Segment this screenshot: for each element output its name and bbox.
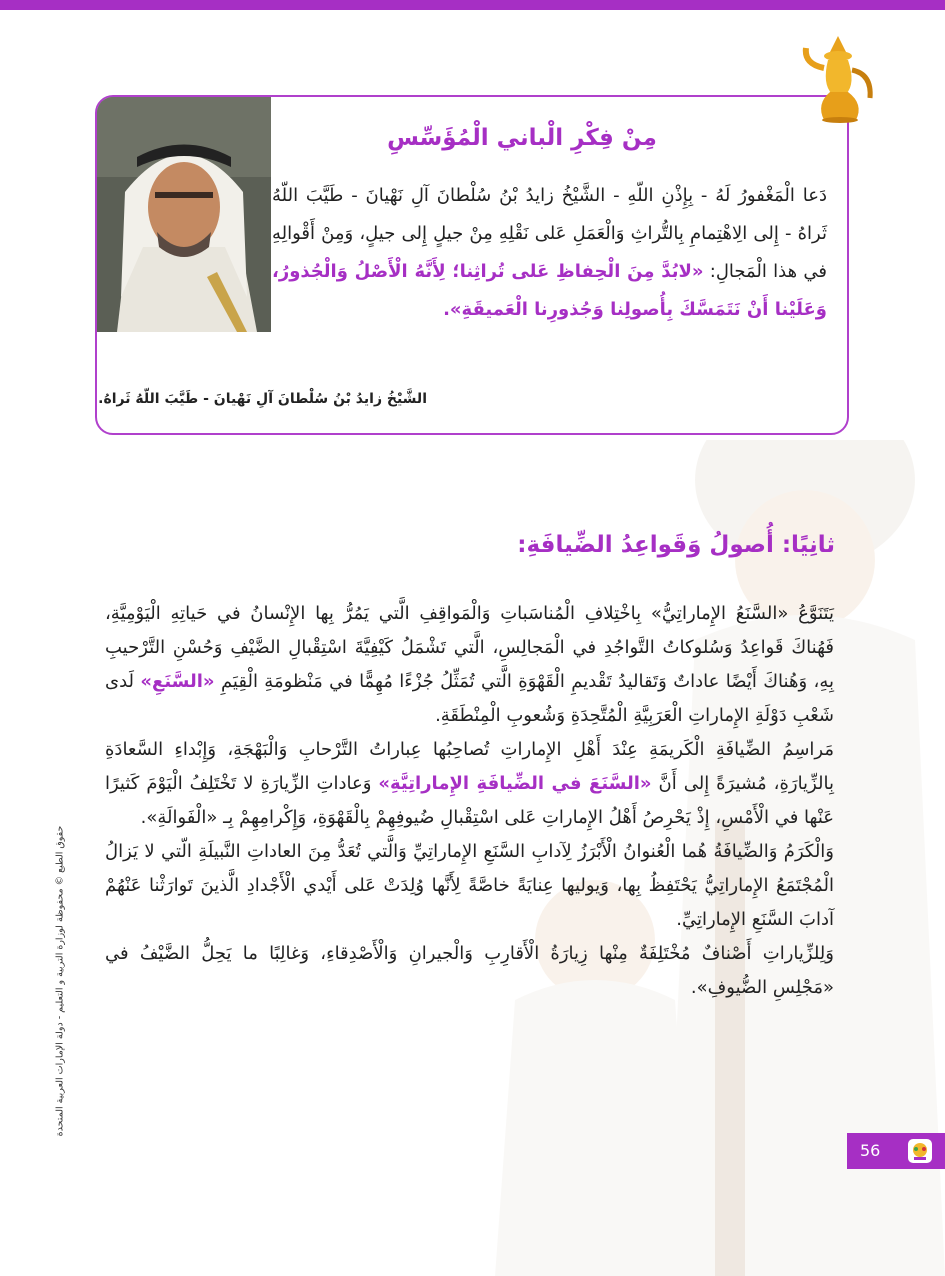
paragraph-1-highlight: «السَّنَعِ» xyxy=(140,671,215,692)
top-accent-bar xyxy=(0,0,945,10)
paragraph-1-text-a: يَتَنَوَّعُ «السَّنَعُ الإِماراتِيُّ» بِاخْتِلافِ الْمُناسَباتِ وَالْمَواقِفِ الَّتي يَمُرُّ بِها الإِنْسانُ في حَياتِهِ الْيَوْمِيَّةِ، فَهُناكَ قَواعِدُ وَسُلوكاتُ التَّواجُدِ في الْمَجالِسِ، الَّتي تَشْمَلُ كَيْفِيَّةَ اسْتِقْبالِ الضَّيْفِ وَحُسْنِ التَّرْحيبِ بِهِ، وَهُناكَ أَيْضًا عاداتٌ وَتَقاليدُ تَقْديمِ الْقَهْوَةِ الَّتي تُمَثِّلُ جُزْءًا مُهِمًّا في مَنْظومَةِ الْقِيَمِ xyxy=(105,603,834,692)
paragraph-3: وَالْكَرَمُ وَالضِّيافَةُ هُما الْعُنوانُ الْأَبْرَزُ لِآدابِ السَّنَعِ الإِماراتِيِّ وَالَّتي تُعَدُّ مِنَ العاداتِ النَّبيلَةِ الّتي لا يَزالُ الْمُجْتَمَعُ الإِماراتِيُّ يَحْتَفِظُ بِها، وَيوليها عِنايَةً خاصَّةً لِأَنَّها وُلِدَتْ عَلى أَيْدي الْأَجْدادِ الَّذينَ تَوارَثْنا عَنْهُمْ آدابَ السَّنَعِ الإِماراتِيِّ. xyxy=(105,841,834,930)
page-number-box xyxy=(847,1133,945,1169)
card-body xyxy=(272,177,827,329)
paragraph-2 xyxy=(105,733,834,835)
quote-attribution: الشَّيْخُ زايدُ بْنُ سُلْطانَ آلِ نَهْيانَ - طَيَّبَ اللّهُ ثَراهُ. xyxy=(98,391,427,407)
founder-quote-card xyxy=(95,95,849,435)
copyright-side-caption xyxy=(55,806,65,1156)
paragraph-2-highlight: «السَّنَعَ في الضِّيافَةِ الإِماراتِيَّةِ» xyxy=(378,773,652,794)
copyright-text: حقوق الطبع © محفوظة لوزارة التربية و التعليم - دولة الإمارات العربية المتحدة xyxy=(54,825,66,1137)
card-title: مِنْ فِكْرِ الْباني الْمُؤَسِّسِ xyxy=(387,125,657,151)
paragraph-4: وَلِلزِّياراتِ أَصْنافٌ مُخْتَلِفَةٌ مِنْها زِيارَةُ الْأَقارِبِ وَالْجيرانِ وَالْأَصْدِقاءِ، وَغالِبًا ما يَحِلُّ الضَّيْفُ في «مَجْلِسِ الضُّيوفِ». xyxy=(105,943,834,998)
page-number: 56 xyxy=(860,1141,881,1160)
founder-portrait xyxy=(97,97,271,332)
dallah-coffee-pot-icon xyxy=(802,34,888,124)
paragraph-2-text-b: وَعاداتِ الزِّيارَةِ لا تَخْتَلِفُ الْيَوْمَ كَثيرًا عَنْها في الْأَمْسِ، إِذْ يَحْرِصُ أَهْلُ الإِماراتِ عَلى اسْتِقْبالِ ضُيوفِهِمْ بِالْقَهْوَةِ، وَإِكْرامِهِمْ بِـ «الْفَوالَةِ». xyxy=(105,773,834,828)
card-body-text: دَعا الْمَغْفورُ لَهُ - بِإِذْنِ اللّهِ - الشَّيْخُ زايدُ بْنُ سُلْطانَ آلِ نَهْيانَ - طَيَّبَ اللّهُ ثَراهُ - إِلى الِاهْتِمامِ بِالتُّراثِ وَالْعَمَلِ عَلى نَقْلِهِ مِنْ جيلٍ إِلى جيلٍ، وَمِنْ أَقْوالِهِ في هذا الْمَجالِ: xyxy=(272,185,827,282)
founder-quote: «لابُدَّ مِنَ الْحِفاظِ عَلى تُراثِنا؛ لِأَنَّهُ الْأَصْلُ وَالْجُذورُ، وَعَلَيْنا أَنْ نَتَمَسَّكَ بِأُصولِنا وَجُذورِنا الْعَميقَةِ». xyxy=(272,261,827,320)
paragraph-2-text-a: مَراسِمُ الضِّيافَةِ الْكَريمَةِ عِنْدَ أَهْلِ الإِماراتِ تُصاحِبُها عِباراتُ التَّرْحابِ وَالْبَهْجَةِ، وَإِبْداءِ السَّعادَةِ بِالزِّيارَةِ، مُشيرَةً إِلى أَنَّ xyxy=(105,739,834,794)
section-heading: ثانِيًا: أُصولُ وَقَواعِدُ الضِّيافَةِ: xyxy=(517,532,835,558)
main-text xyxy=(105,597,834,1005)
paragraph-1-text-b: لَدى شَعْبِ دَوْلَةِ الإِماراتِ الْعَرَبِيَّةِ الْمُتَّحِدَةِ وَشُعوبِ الْمِنْطَقَةِ. xyxy=(105,671,834,726)
page-emblem-icon xyxy=(905,1136,935,1166)
paragraph-1 xyxy=(105,597,834,733)
